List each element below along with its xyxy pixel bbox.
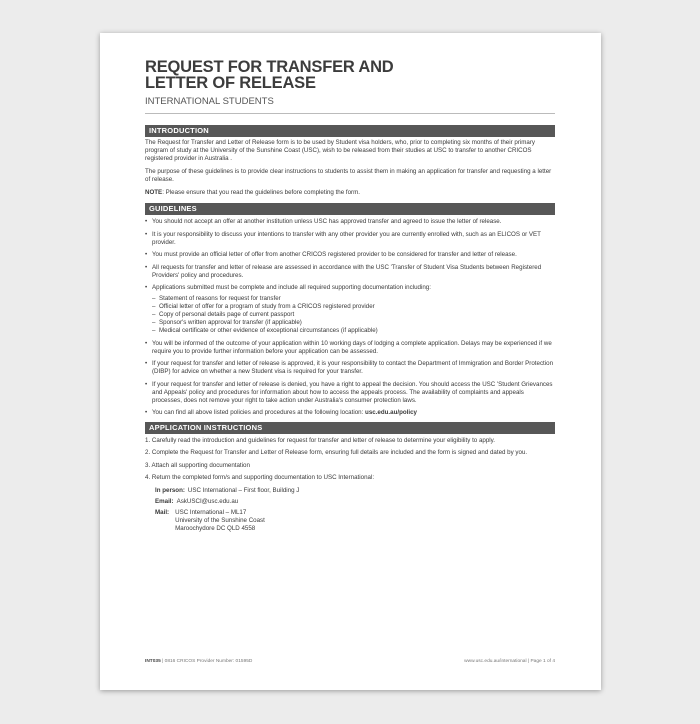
instruction-step: 2. Complete the Request for Transfer and Letter of Release form, ensuring full details are included and the form is signed and dated by you. <box>145 449 528 456</box>
guidelines-list <box>145 218 555 417</box>
policy-link[interactable]: usc.edu.au/policy <box>365 409 417 416</box>
document-subtitle: INTERNATIONAL STUDENTS <box>145 96 274 107</box>
sub-list-item: – Medical certificate or other evidence of exceptional circumstances (if applicable) <box>152 327 555 335</box>
list-item: • You will be informed of the outcome of your application within 10 working days of lodging a complete application. Delays may be experienced if we require you to provide further information before your application can be assessed. <box>145 340 555 356</box>
section-heading-introduction: INTRODUCTION <box>145 125 555 137</box>
contact-mail <box>145 509 555 533</box>
footer-right: www.usc.edu.au/international | Page 1 of 4 <box>464 659 555 664</box>
contact-email <box>145 498 555 506</box>
mail-address <box>175 509 265 533</box>
footer-left <box>145 659 252 664</box>
instruction-step: 1. Carefully read the introduction and guidelines for request for transfer and letter of release to determine your eligibility to apply. <box>145 436 496 444</box>
in-person-label: In person: <box>155 486 185 494</box>
sub-list-item: – Statement of reasons for request for transfer <box>152 295 555 303</box>
sub-list-item: – Copy of personal details page of current passport <box>152 311 555 319</box>
list-item-text: Applications submitted must be complete and include all required supporting documentation including: <box>152 284 431 291</box>
note-text: : Please ensure that you read the guidelines before completing the form. <box>162 189 360 196</box>
email-link[interactable]: AskUSCI@usc.edu.au <box>176 497 239 505</box>
sub-list-item: – Sponsor's written approval for transfer (if applicable) <box>152 319 555 327</box>
intro-note <box>145 189 555 197</box>
in-person-value: USC International – First floor, Building J <box>187 486 300 494</box>
instructions-list <box>145 437 555 483</box>
list-item: • It is your responsibility to discuss your intentions to transfer with any other provider you are currently enrolled with, such as an ELICOS or VET provider. <box>145 231 555 247</box>
intro-paragraph-2: The purpose of these guidelines is to provide clear instructions to students to assist them in making an application for transfer and requesting a letter of release. <box>145 168 552 183</box>
section-heading-guidelines: GUIDELINES <box>145 203 555 215</box>
email-label: Email: <box>155 497 174 505</box>
contact-in-person <box>145 487 555 495</box>
list-item: • You should not accept an offer at another institution unless USC has approved transfer and agreed to issue the letter of release. <box>145 218 555 226</box>
intro-paragraph-1: The Request for Transfer and Letter of Release form is to be used by Student visa holders, who, prior to completing six months of their primary program of study at the University of the Sunshine Coast (USC), wish to be released from their studies at USC to transfer to another CRICOS registered provider in Australia . <box>145 139 535 162</box>
list-item <box>145 284 555 335</box>
address-line: Maroochydore DC QLD 4558 <box>175 524 256 532</box>
document-page <box>100 33 601 690</box>
instruction-step: 4. Return the completed form/s and supporting documentation to USC International: <box>145 474 375 481</box>
footer-provider: | 0816 CRICOS Provider Number: 01595D <box>160 659 253 664</box>
list-item: • All requests for transfer and letter of release are assessed in accordance with the USC 'Transfer of Student Visa Students between Registered Providers' policy and procedures. <box>145 264 555 280</box>
document-title <box>145 59 555 91</box>
title-line-1: REQUEST FOR TRANSFER AND <box>145 58 394 76</box>
list-item-text: You can find all above listed policies and procedures at the following location: <box>152 409 366 416</box>
sub-list-item: – Official letter of offer for a program of study from a CRICOS registered provider <box>152 303 555 311</box>
address-line: University of the Sunshine Coast <box>175 516 265 524</box>
list-item: • You must provide an official letter of offer from another CRICOS registered provider to be considered for transfer and letter of release. <box>145 251 555 259</box>
list-item: • If your request for transfer and letter of release is denied, you have a right to appeal the decision. You should access the USC 'Student Grievances and Appeals' policy and procedures for information about how to access the appeals process. The availability of complaints and appeals processes, does not remove your right to take action under Australia's consumer protection laws. <box>145 381 555 405</box>
instruction-step: 3. Attach all supporting documentation <box>145 461 250 469</box>
note-label: NOTE <box>145 189 163 196</box>
title-line-2: LETTER OF RELEASE <box>145 74 316 92</box>
section-heading-application-instructions: APPLICATION INSTRUCTIONS <box>145 422 555 434</box>
mail-label: Mail: <box>155 508 170 516</box>
list-item <box>145 409 555 417</box>
address-line: USC International – ML17 <box>175 508 247 516</box>
list-item: • If your request for transfer and letter of release is approved, it is your responsibility to contact the Department of Immigration and Border Protection (DIBP) for advice on whether a new Student visa is required for your transfer. <box>145 360 555 376</box>
page-footer <box>145 659 555 664</box>
form-code: INT035 <box>145 659 161 664</box>
divider <box>145 113 555 114</box>
supporting-docs-list <box>152 295 555 335</box>
